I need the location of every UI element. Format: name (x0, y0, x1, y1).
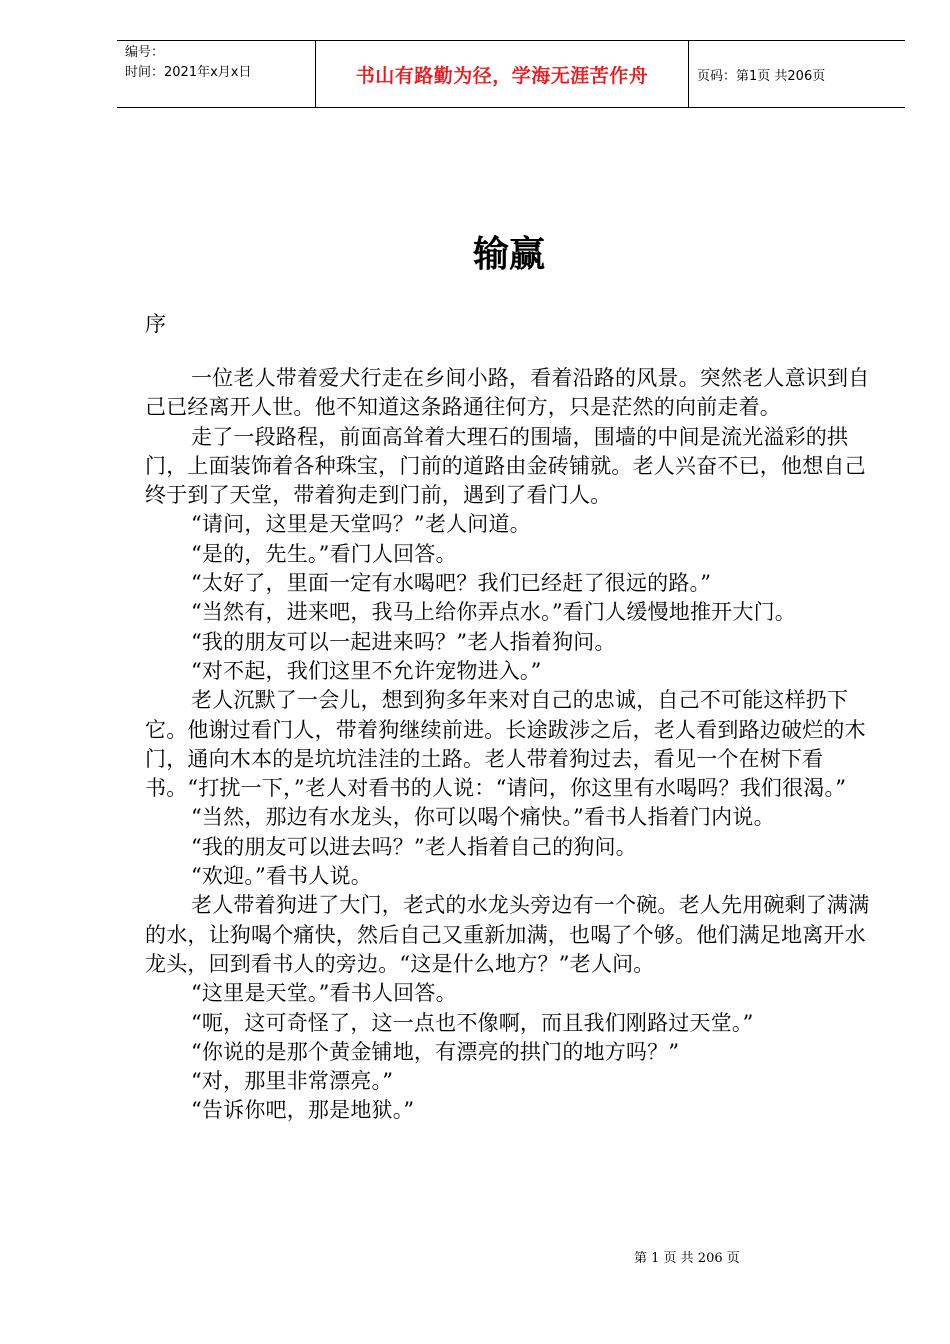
section-heading: 序 (145, 312, 166, 336)
paragraph: “欢迎。”看书人说。 (191, 864, 372, 889)
paragraph: “对不起，我们这里不允许宠物进入。” (191, 658, 542, 683)
paragraph: “是的，先生。”看门人回答。 (191, 541, 457, 566)
page-info-text: 页码：第1页 共206页 (697, 68, 826, 84)
paragraph: “当然，那边有水龙头，你可以喝个痛快。”看书人指着门内说。 (191, 805, 775, 830)
paragraph: “告诉你吧，那是地狱。” (191, 1098, 415, 1123)
paragraph: “我的朋友可以一起进来吗？”老人指着狗问。 (191, 629, 616, 654)
document-title: 输赢 (472, 234, 545, 275)
paragraph: “请问，这里是天堂吗？”老人问道。 (191, 512, 531, 537)
paragraph: “呃，这可奇怪了，这一点也不像啊，而且我们刚路过天堂。” (191, 1010, 754, 1035)
header-motto-cell (316, 41, 689, 107)
paragraph: “这里是天堂。”看书人回答。 (191, 981, 457, 1006)
document-header (117, 40, 905, 108)
paragraph: 走了一段路程，前面高耸着大理石的围墙，围墙的中间是流光溢彩的拱门，上面装饰着各种珠宝，门前的道路由金砖铺就。老人兴奋不已，他想自己终于到了天堂，带着狗走到门前，遇到了看门人。 (145, 424, 866, 508)
paragraph: “太好了，里面一定有水喝吧？我们已经赶了很远的路。” (191, 571, 712, 596)
header-meta (117, 41, 316, 107)
paragraph: 老人带着狗进了大门，老式的水龙头旁边有一个碗。老人先用碗剩了满满的水，让狗喝个痛快，然后自己又重新加满，也喝了个够。他们满足地离开水龙头，回到看书人的旁边。“这是什么地方？”老人问。 (145, 893, 870, 976)
body-text (145, 364, 880, 1126)
paragraph: “我的朋友可以进去吗？”老人指着自己的狗问。 (191, 834, 637, 859)
motto-text: 书山有路勤为径，学海无涯苦作舟 (355, 64, 649, 87)
paragraph: “当然有，进来吧，我马上给你弄点水。”看门人缓慢地推开大门。 (191, 600, 796, 625)
time-label: 时间：2021年x月x日 (125, 65, 252, 80)
header-page-info (689, 41, 905, 107)
paragraph: “对，那里非常漂亮。” (191, 1069, 394, 1094)
paragraph: 老人沉默了一会儿，想到狗多年来对自己的忠诚，自己不可能这样扔下它。他谢过看门人，带着狗继续前进。长途跋涉之后，老人看到路边破烂的木门，通向木本的是坑坑洼洼的土路。老人带着狗过去，看见一个在树下看书。“打扰一下，”老人对看书的人说：“请问，你这里有水喝吗？我们很渴。” (145, 688, 866, 801)
page-footer: 第 1 页 共 206 页 (634, 1251, 740, 1266)
paragraph: 一位老人带着爱犬行走在乡间小路，看着沿路的风景。突然老人意识到自己已经离开人世。他不知道这条路通往何方，只是茫然的向前走着。 (145, 366, 870, 420)
id-label: 编号： (125, 45, 165, 60)
paragraph: “你说的是那个黄金铺地，有漂亮的拱门的地方吗？” (191, 1039, 680, 1064)
